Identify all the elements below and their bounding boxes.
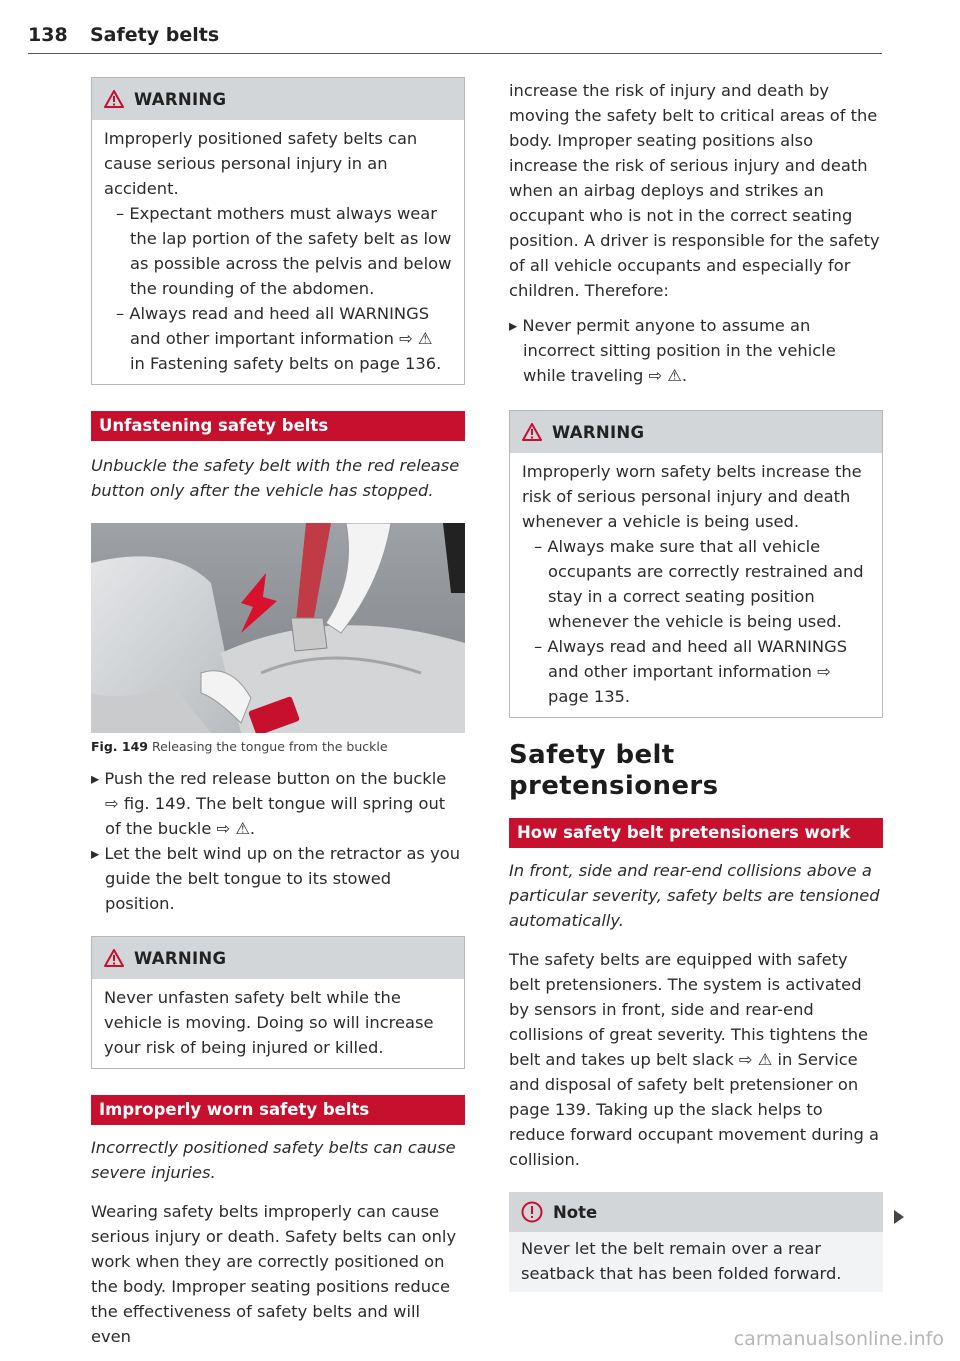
list-item: ▸ Let the belt wind up on the retractor as you guide the belt tongue to its stowed position. xyxy=(91,844,461,913)
warning-header xyxy=(92,78,464,120)
body-text: The safety belts are equipped with safety belt pretensioners. The system is activated by sensors in front, side and rear-end collisions of great severity. This tightens the belt and takes up belt slack ⇨ ⚠ in Service and disposal of safety belt pretensioner on page 139. Taking up the slack helps to reduce forward occupant movement during a collision. xyxy=(509,950,880,1169)
note-box xyxy=(509,1192,883,1292)
warning-box xyxy=(509,410,883,718)
warning-box xyxy=(91,77,465,385)
warning-label: WARNING xyxy=(134,89,227,109)
buckle-release-illustration xyxy=(91,523,465,733)
section-heading-improper: Improperly worn safety belts xyxy=(91,1095,465,1125)
continue-arrow-icon xyxy=(894,1210,904,1224)
list-item: ▸ Push the red release button on the buckle ⇨ fig. 149. The belt tongue will spring out of the buckle ⇨ ⚠. xyxy=(91,769,447,838)
info-circle-icon xyxy=(521,1201,543,1223)
bullet-list xyxy=(509,313,883,388)
body-text: Wearing safety belts improperly can cause serious injury or death. Safety belts can only work when they are correctly positioned on the body. Improper seating positions reduce the effectiveness of safety belts and will even xyxy=(91,1202,457,1346)
left-column xyxy=(91,77,465,1349)
figure-label: Fig. 149 xyxy=(91,739,148,754)
warning-label: WARNING xyxy=(134,948,227,968)
warning-item: – Always make sure that all vehicle occupants are correctly restrained and stay in a correct seating position whenever the vehicle is being used. xyxy=(534,537,864,631)
section-intro: In front, side and rear-end collisions above a particular severity, safety belts are tensioned automatically. xyxy=(509,861,880,930)
body-text: increase the risk of injury and death by moving the safety belt to critical areas of the body. Improper seating positions also increase the risk of serious injury and death when an airbag deploys and strikes an occupant who is not in the correct seating position. A driver is responsible for the safety of all vehicle occupants and especially for children. Therefore: xyxy=(509,81,880,300)
figure-caption xyxy=(91,739,465,754)
page-title: Safety belts xyxy=(90,24,220,46)
right-column xyxy=(509,78,883,1292)
warning-item: – Always read and heed all WARNINGS and other important information ⇨ page 135. xyxy=(534,637,848,706)
note-header xyxy=(509,1192,883,1232)
warning-icon xyxy=(522,423,542,441)
chapter-title: Safety belt pretensioners xyxy=(509,740,719,801)
warning-header xyxy=(92,937,464,979)
section-intro: Incorrectly positioned safety belts can cause severe injuries. xyxy=(91,1138,456,1182)
warning-box xyxy=(91,936,465,1069)
section-heading-unfastening: Unfastening safety belts xyxy=(91,411,465,441)
warning-item: – Expectant mothers must always wear the lap portion of the safety belt as low as possible across the pelvis and below the rounding of the abdomen. xyxy=(116,204,452,298)
figure-caption-text: Releasing the tongue from the buckle xyxy=(151,739,388,754)
page-header xyxy=(28,24,882,54)
note-text: Never let the belt remain over a rear seatback that has been folded forward. xyxy=(521,1239,842,1283)
figure-149 xyxy=(91,523,465,754)
warning-label: WARNING xyxy=(552,422,645,442)
warning-text: Improperly positioned safety belts can cause serious personal injury in an accident. xyxy=(104,129,418,198)
warning-header xyxy=(510,411,882,453)
warning-item: – Always read and heed all WARNINGS and other important information ⇨ ⚠ in Fastening safety belts on page 136. xyxy=(116,304,442,373)
section-intro: Unbuckle the safety belt with the red release button only after the vehicle has stopped. xyxy=(91,456,460,500)
figure-code: B4H-0270 xyxy=(452,531,463,581)
page-number: 138 xyxy=(28,24,68,46)
section-heading-pretensioners: How safety belt pretensioners work xyxy=(509,818,883,848)
list-item: ▸ Never permit anyone to assume an incorrect sitting position in the vehicle while traveling ⇨ ⚠. xyxy=(509,316,836,385)
warning-icon xyxy=(104,90,124,108)
note-label: Note xyxy=(553,1202,598,1222)
steps-list xyxy=(91,766,465,916)
figure-image xyxy=(91,523,465,733)
warning-icon xyxy=(104,949,124,967)
warning-text: Never unfasten safety belt while the vehicle is moving. Doing so will increase your risk of being injured or killed. xyxy=(104,988,434,1057)
warning-text: Improperly worn safety belts increase the risk of serious personal injury and death whenever a vehicle is being used. xyxy=(522,462,862,531)
watermark: carmanualsonline.info xyxy=(733,1328,944,1350)
